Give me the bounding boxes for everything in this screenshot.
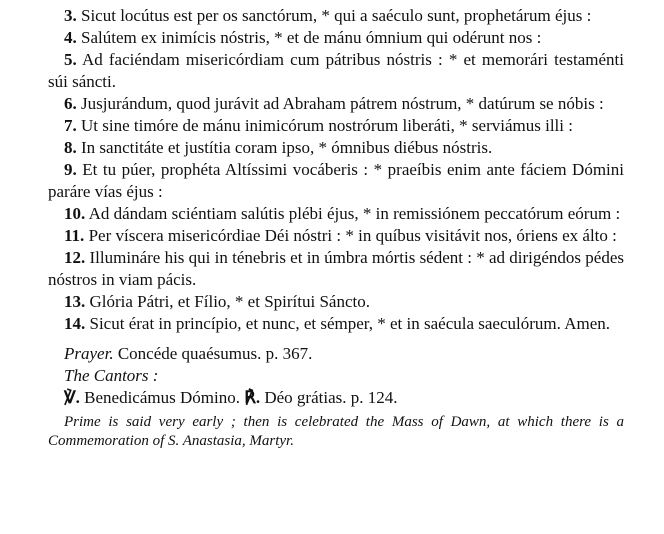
verse-number: 7. [64, 116, 77, 135]
verse-number: 3. [64, 6, 77, 25]
verse [48, 49, 624, 93]
versicle-mark: ℣. [64, 388, 80, 407]
verse-number: 9. [64, 160, 77, 179]
prayer-text: Concéde quaésumus. p. 367. [117, 344, 313, 363]
verse [48, 5, 624, 27]
verse-text: Sicut érat in princípio, et nunc, et sémper, * et in saécula saeculórum. Amen. [89, 314, 610, 333]
verse-text: Salútem ex inimícis nóstris, * et de mánu ómnium qui odérunt nos : [81, 28, 542, 47]
verse-number: 8. [64, 138, 77, 157]
verse [48, 93, 624, 115]
verse-text: Per víscera misericórdiae Déi nóstri : * in quíbus visitávit nos, óriens ex álto : [88, 226, 617, 245]
verse [48, 137, 624, 159]
verse [48, 115, 624, 137]
versicle-line [48, 387, 624, 409]
verse-text: Ad faciéndam misericórdiam cum pátribus nóstris : * et memorári testaménti súi sáncti. [48, 50, 625, 91]
verse-text: Jusjurándum, quod jurávit ad Abraham pátrem nóstrum, * datúrum se nóbis : [81, 94, 604, 113]
verse-number: 11. [64, 226, 85, 245]
prayer-line [48, 343, 624, 365]
verse-text: Glória Pátri, et Fílio, * et Spirítui Sáncto. [89, 292, 370, 311]
cantors-heading: The Cantors : [64, 366, 159, 385]
verse [48, 291, 624, 313]
verse [48, 203, 624, 225]
verse [48, 313, 624, 335]
verse [48, 159, 624, 203]
verse-text: Ut sine timóre de mánu inimicórum nostrórum liberáti, * serviámus illi : [81, 116, 573, 135]
verse-number: 12. [64, 248, 86, 267]
verse-number: 6. [64, 94, 77, 113]
section-spacer [48, 335, 624, 343]
verse [48, 247, 624, 291]
verse [48, 27, 624, 49]
verse-number: 14. [64, 314, 86, 333]
verse-text: Ad dándam sciéntiam salútis plébi éjus, * in remissiónem peccatórum eórum : [88, 204, 621, 223]
verse-number: 5. [64, 50, 77, 69]
response-text: Déo grátias. p. 124. [264, 388, 398, 407]
verse-number: 4. [64, 28, 77, 47]
versicle-text: Benedicámus Dómino. [84, 388, 240, 407]
verse-number: 10. [64, 204, 86, 223]
office-page [48, 5, 624, 451]
verse-text: Sicut locútus est per os sanctórum, * qui a saéculo sunt, prophetárum éjus : [81, 6, 592, 25]
canticle-verses [48, 5, 624, 335]
verse [48, 225, 624, 247]
closing-rubric: Prime is said very early ; then is celebrated the Mass of Dawn, at which there is a Commemoration of S. Anastasia, Martyr. [48, 414, 624, 449]
verse-number: 13. [64, 292, 86, 311]
verse-text: Et tu púer, prophéta Altíssimi vocáberis : * praeíbis enim ante fáciem Dómini paráre vías éjus : [48, 160, 624, 201]
verse-text: Illumináre his qui in ténebris et in úmbra mórtis sédent : * ad dirigéndos pédes nóstros in viam pácis. [48, 248, 625, 289]
verse-text: In sanctitáte et justítia coram ipso, * ómnibus diébus nóstris. [81, 138, 493, 157]
prayer-label: Prayer. [64, 344, 114, 363]
response-mark: ℟. [244, 388, 261, 407]
